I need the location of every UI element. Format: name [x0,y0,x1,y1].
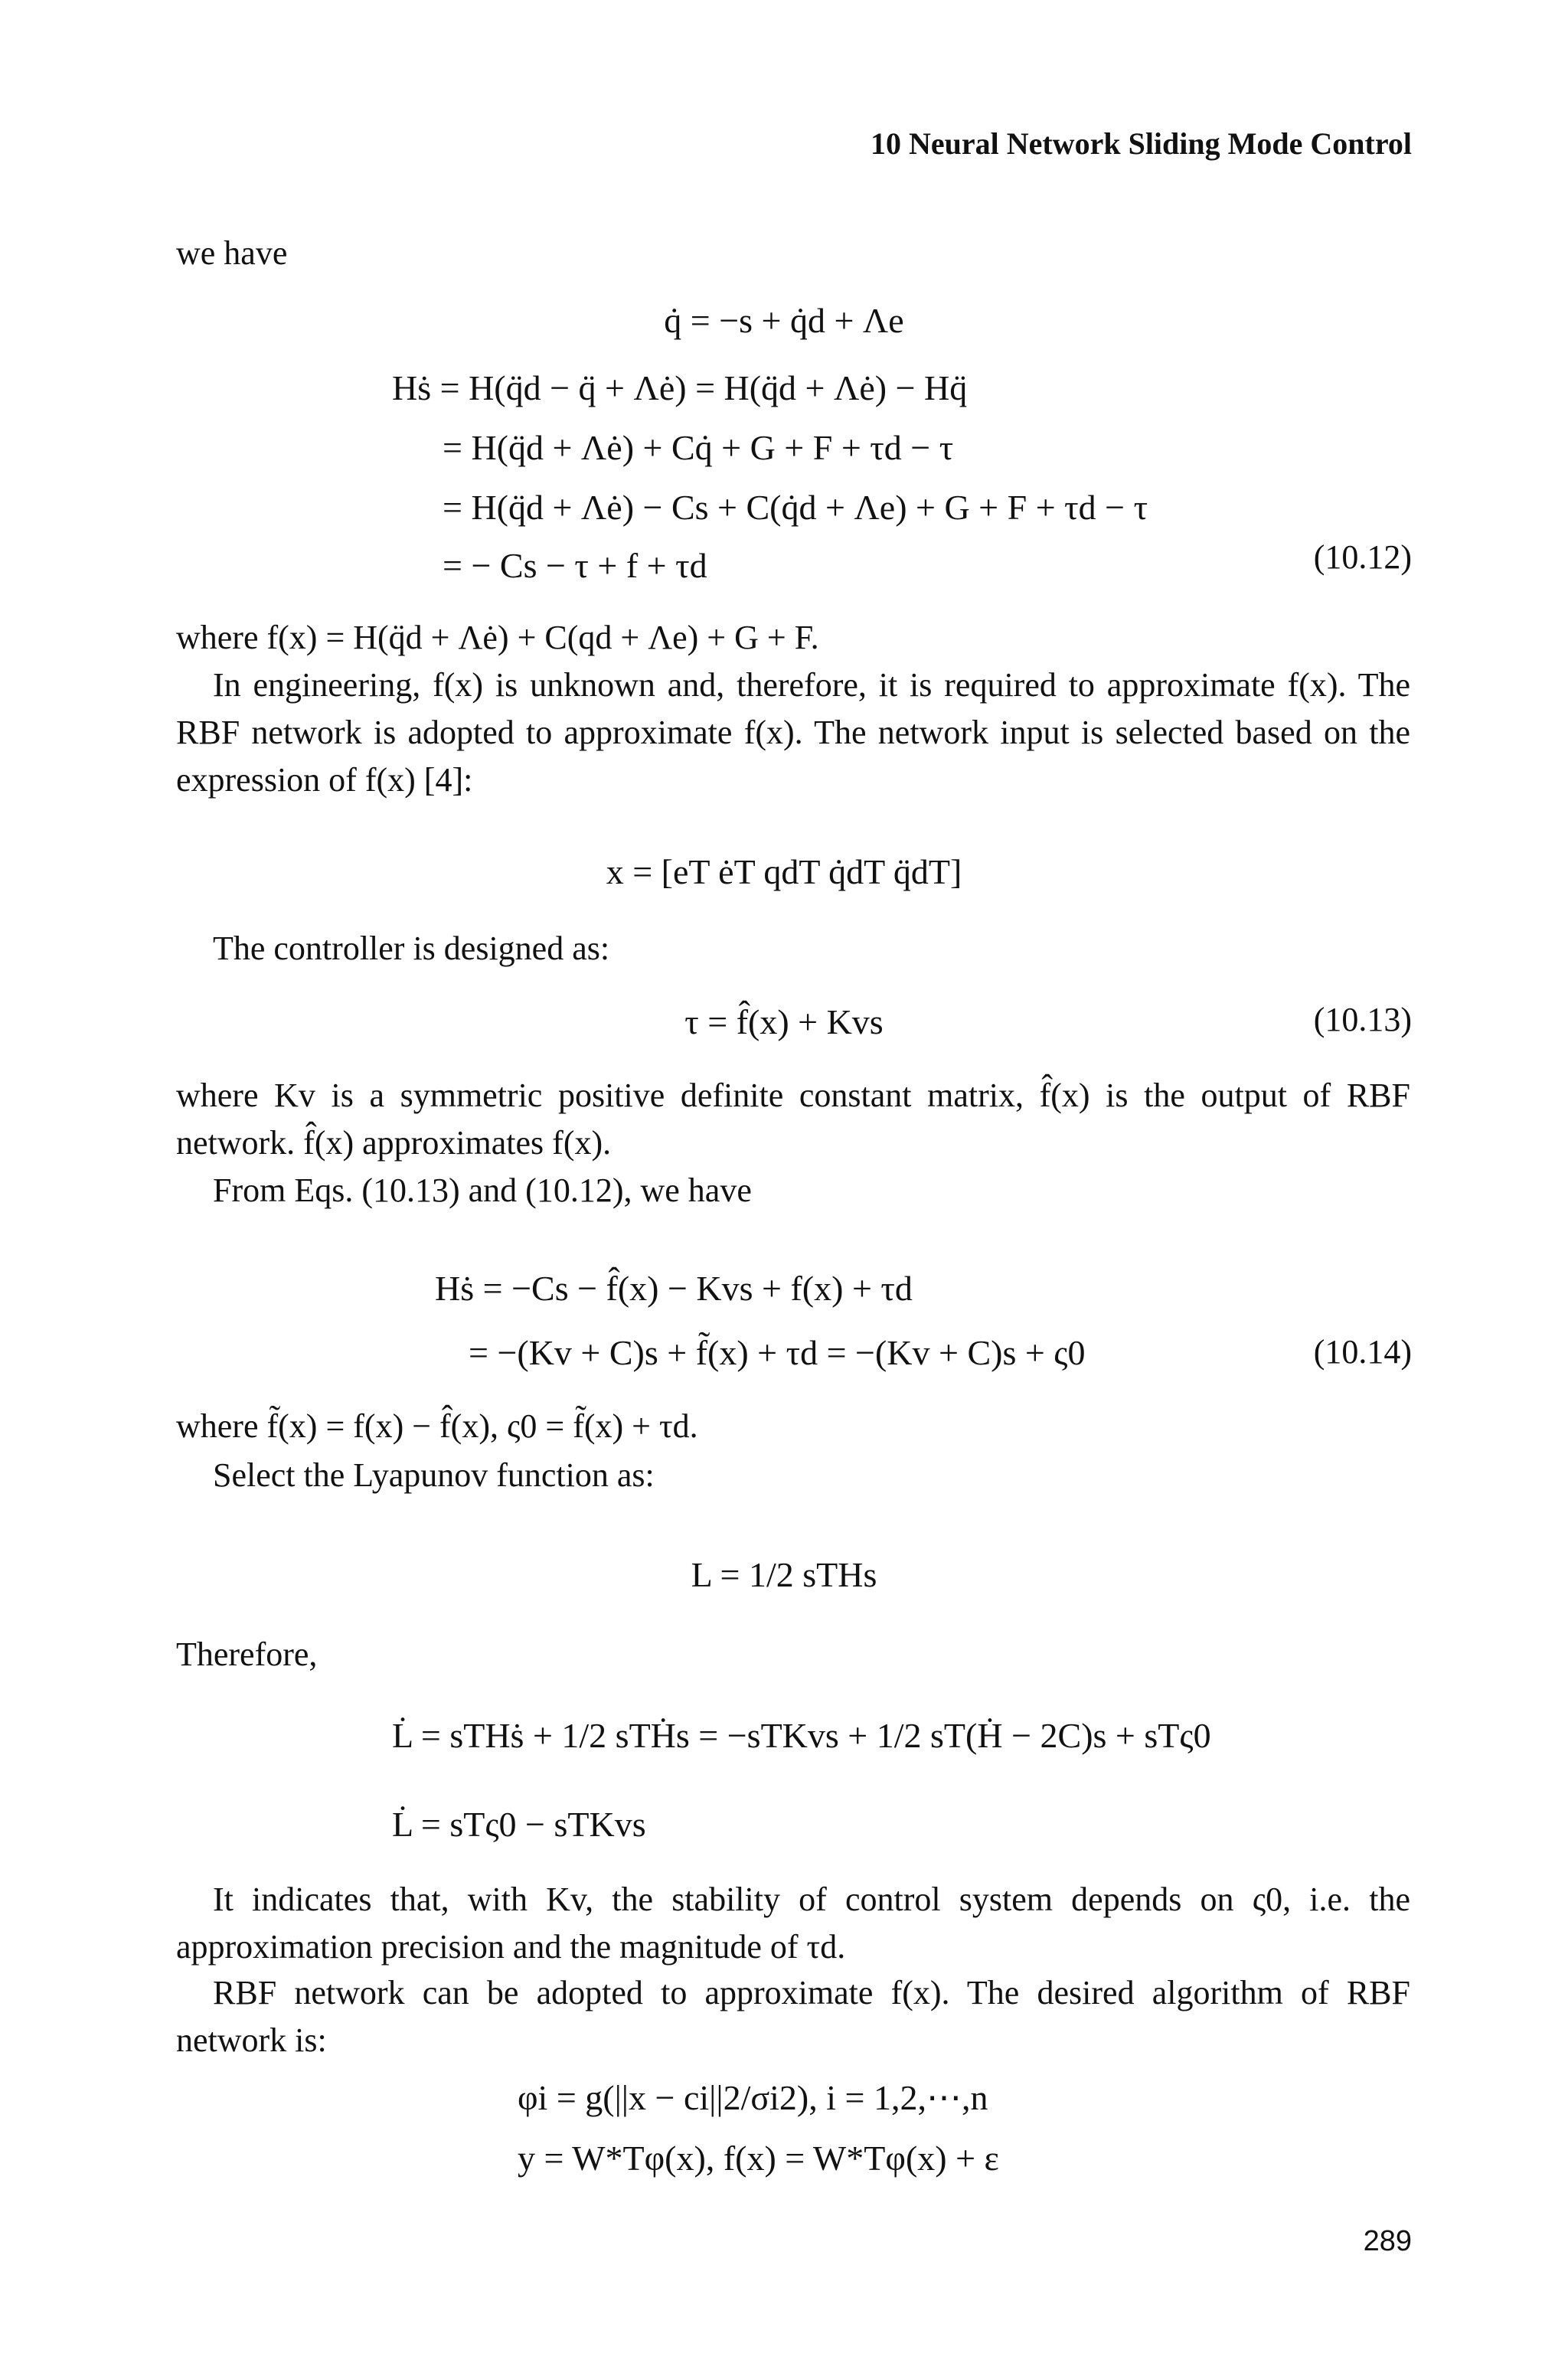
paragraph-controller-designed: The controller is designed as: [213,930,610,967]
equation-qdot: q̇ = −s + q̇d + Λe [664,301,904,340]
equation-lyapunov: L = 1/2 sTHs [691,1555,877,1594]
equation-hsdot-2-line2: = −(Kv + C)s + f̃(x) + τd = −(Kv + C)s + ς0 [469,1333,1086,1372]
equation-hsdot-2-line1: Hṡ = −Cs − f̂(x) − Kvs + f(x) + τd [435,1269,913,1308]
equation-rbf-phi: φi = g(||x − ci||2/σi2), i = 1,2,⋯,n [518,2078,988,2117]
equation-hsdot-line1: Hṡ = H(q̈d − q̈ + Λė) = H(q̈d + Λė) − Hq̈ [392,368,968,407]
equation-rbf-output: y = W*Tφ(x), f(x) = W*Tφ(x) + ε [518,2139,999,2178]
running-header: 10 Neural Network Sliding Mode Control [870,126,1412,161]
equation-controller: τ = f̂(x) + Kvs [684,1002,884,1041]
equation-hsdot-line2: = H(q̈d + Λė) + Cq̇ + G + F + τd − τ [443,428,954,467]
paragraph-it-indicates: It indicates that, with Kv, the stability of control system depends on ς0, i.e. the approximation precision and the magnitude of τd. [176,1881,1410,1966]
paragraph-rbf-algorithm: RBF network can be adopted to approximate f(x). The desired algorithm of RBF network is: [176,1974,1410,2059]
equation-number-10-14: (10.14) [1313,1333,1412,1371]
paragraph-where-kv: where Kv is a symmetric positive definite constant matrix, f̂(x) is the output of RBF network. f̂(x) approximates f(x). [176,1077,1410,1162]
equation-number-10-13: (10.13) [1313,1001,1412,1038]
equation-number-10-12: (10.12) [1313,538,1412,576]
equation-hsdot-line4: = − Cs − τ + f + τd [443,546,707,585]
paragraph-select-lyapunov: Select the Lyapunov function as: [213,1456,655,1494]
paragraph-engineering: In engineering, f(x) is unknown and, therefore, it is required to approximate f(x). The RBF network is adopted to approximate f(x). The network input is selected based on the expression of f(x) [4]: [176,666,1410,799]
paragraph-from-eqs: From Eqs. (10.13) and (10.12), we have [213,1172,752,1209]
paragraph-where-fx: where f(x) = H(q̈d + Λė) + C(qd + Λe) + G + F. [176,619,819,656]
equation-hsdot-line3: = H(q̈d + Λė) − Cs + C(q̇d + Λe) + G + F + τd − τ [443,488,1148,527]
equation-ldot-line1: L̇ = sTHṡ + 1/2 sTḢs = −sTKvs + 1/2 sT(Ḣ − 2C)s + sTς0 [392,1716,1211,1755]
equation-network-input: x = [eT ėT qdT q̇dT q̈dT] [606,852,962,891]
paragraph-where-ftilde: where f̃(x) = f(x) − f̂(x), ς0 = f̃(x) + τd. [176,1407,698,1445]
paragraph-we-have: we have [176,234,288,272]
paragraph-therefore: Therefore, [176,1636,318,1673]
page-number: 289 [1363,2225,1412,2257]
equation-ldot-line2: L̇ = sTς0 − sTKvs [392,1805,646,1844]
